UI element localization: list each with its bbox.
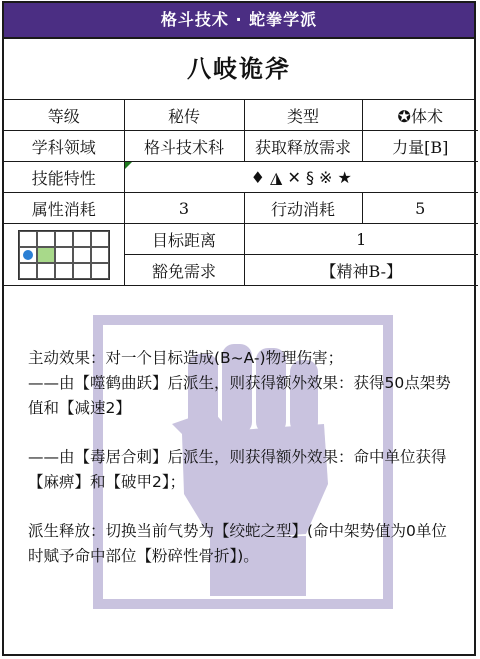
range-grid-square xyxy=(19,263,37,279)
release-label: 获取释放需求 xyxy=(244,131,362,162)
description-derive-2: ——由【毒居合刺】后派生，则获得额外效果：命中单位获得【麻痹】和【破甲2】； xyxy=(28,448,447,491)
attr-cost-label: 属性消耗 xyxy=(4,193,124,224)
description-derive-1: ——由【噬鹤曲跃】后派生，则获得额外效果：获得50点架势值和【减速2】 xyxy=(28,374,451,417)
stats-row-distance xyxy=(4,224,478,255)
range-grid-square xyxy=(55,231,73,247)
range-grid-square xyxy=(91,263,109,279)
range-grid-square xyxy=(55,247,73,263)
immune-value: 【精神B-】 xyxy=(244,255,478,286)
card-header: 格斗技术 · 蛇拳学派 xyxy=(4,3,474,39)
range-grid-square xyxy=(37,263,55,279)
range-grid-square xyxy=(55,263,73,279)
range-target-square xyxy=(37,247,55,263)
description-area xyxy=(4,286,474,656)
grade-label: 等级 xyxy=(4,100,124,131)
traits-value-cell xyxy=(124,162,478,193)
range-origin-marker xyxy=(19,247,37,263)
stats-table xyxy=(4,100,478,286)
skill-description xyxy=(28,346,458,593)
description-active: 主动效果：对一个目标造成(B~A-)物理伤害； xyxy=(28,349,344,367)
range-grid-square xyxy=(73,247,91,263)
range-grid-square xyxy=(91,247,109,263)
action-cost-label: 行动消耗 xyxy=(244,193,362,224)
stats-row-cost xyxy=(4,193,478,224)
type-label: 类型 xyxy=(244,100,362,131)
distance-value: 1 xyxy=(244,224,478,255)
range-grid-square xyxy=(19,231,37,247)
skill-card xyxy=(2,1,476,656)
immune-label: 豁免需求 xyxy=(124,255,244,286)
field-label: 学科领域 xyxy=(4,131,124,162)
stats-row-grade xyxy=(4,100,478,131)
action-cost-value: 5 xyxy=(362,193,478,224)
traits-value: ♦ ◮ ✕ § ※ ★ xyxy=(250,167,352,187)
distance-label: 目标距离 xyxy=(124,224,244,255)
release-value: 力量[B] xyxy=(362,131,478,162)
field-value: 格斗技术科 xyxy=(124,131,244,162)
grade-value: 秘传 xyxy=(124,100,244,131)
range-grid-square xyxy=(73,231,91,247)
range-grid-square xyxy=(37,231,55,247)
description-release: 派生释放：切换当前气势为【绞蛇之型】(命中架势值为0单位时赋予命中部位【粉碎性骨折】)。 xyxy=(28,522,447,565)
stats-row-field xyxy=(4,131,478,162)
range-grid xyxy=(18,230,110,280)
comment-marker-icon xyxy=(125,162,132,169)
range-grid-square xyxy=(73,263,91,279)
traits-label: 技能特性 xyxy=(4,162,124,193)
stats-row-traits xyxy=(4,162,478,193)
range-grid-cell xyxy=(4,224,124,286)
type-value: ✪体术 xyxy=(362,100,478,131)
attr-cost-value: 3 xyxy=(124,193,244,224)
skill-title: 八岐诡斧 xyxy=(4,39,474,100)
range-grid-square xyxy=(91,231,109,247)
